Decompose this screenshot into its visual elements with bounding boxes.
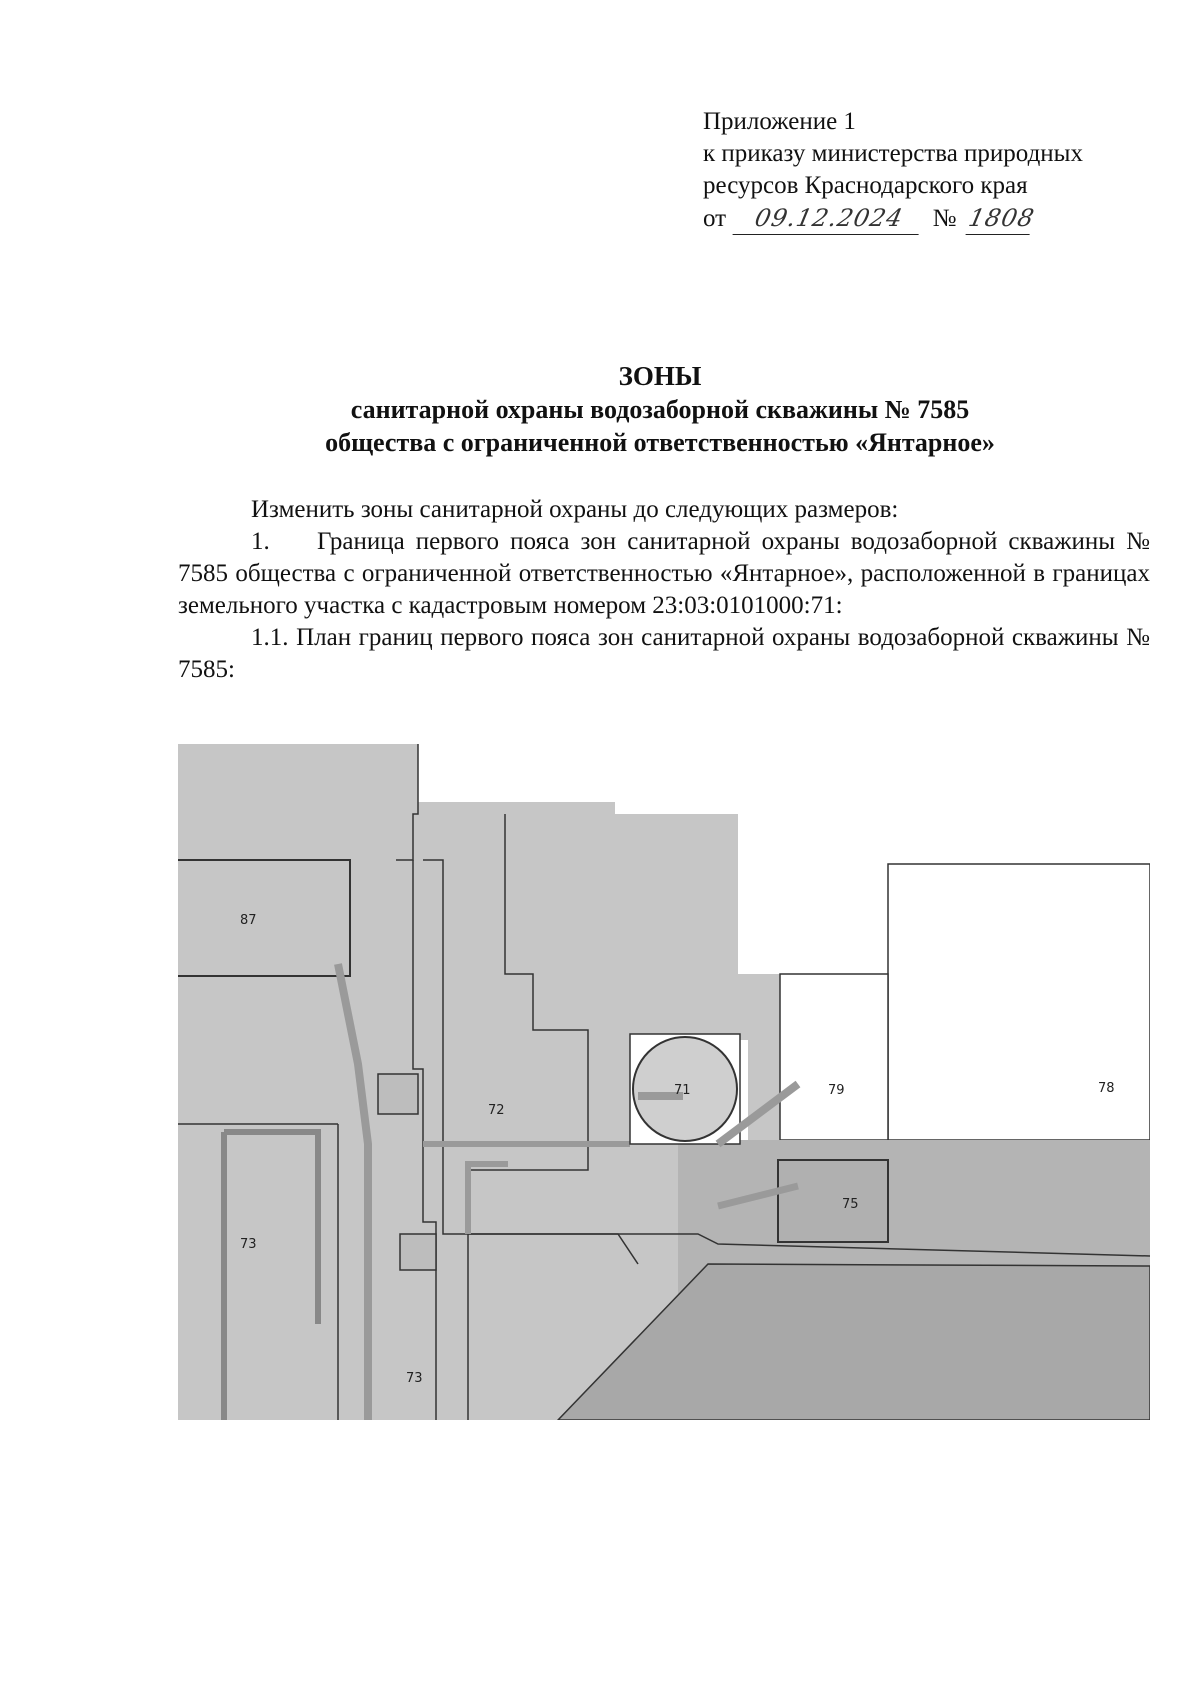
date-prefix: от — [703, 205, 727, 232]
appendix-date-line — [703, 202, 1083, 235]
label-73-left: 73 — [240, 1237, 257, 1252]
item-1-paragraph — [178, 526, 1150, 622]
title-subject: санитарной охраны водозаборной скважины № 7585 — [350, 395, 970, 424]
label-72: 72 — [488, 1103, 505, 1118]
structure-square-2 — [400, 1234, 436, 1270]
map-svg — [178, 744, 1150, 1420]
cadastral-map — [178, 744, 1150, 1420]
label-79: 79 — [828, 1083, 845, 1098]
number-prefix: № — [932, 205, 957, 232]
item-1-1-paragraph: 1.1. План границ первого пояса зон санитарной охраны водозаборной скважины № 7585: — [178, 624, 1150, 683]
title-zones: ЗОНЫ — [618, 361, 702, 391]
appendix-block — [703, 106, 1083, 235]
label-71: 71 — [674, 1083, 691, 1098]
document-title — [0, 360, 1200, 459]
handwritten-number: 1808 — [965, 202, 1036, 235]
label-87: 87 — [240, 913, 257, 928]
label-75: 75 — [842, 1197, 859, 1212]
parcel-79 — [780, 974, 888, 1140]
appendix-order-line: к приказу министерства природных — [703, 140, 1083, 167]
item-1-text: Граница первого пояса зон санитарной охраны водозаборной скважины № 7585 общества с ограниченной ответственностью «Янтарное», расположенной в границах земельного участка с кадастровым номером 23:03:0101000:71: — [178, 528, 1150, 619]
document-body — [178, 494, 1150, 686]
label-73-bottom: 73 — [406, 1371, 423, 1386]
appendix-ministry-line: ресурсов Краснодарского края — [703, 172, 1028, 199]
item-1-number: 1. — [251, 528, 270, 555]
parcel-78 — [888, 864, 1150, 1140]
intro-paragraph: Изменить зоны санитарной охраны до следующих размеров: — [251, 496, 899, 523]
parcel-75 — [778, 1160, 888, 1242]
handwritten-date: 09.12.2024 — [733, 202, 926, 235]
appendix-title: Приложение 1 — [703, 108, 856, 135]
structure-square-1 — [378, 1074, 418, 1114]
label-78: 78 — [1098, 1081, 1115, 1096]
title-company: общества с ограниченной ответственностью «Янтарное» — [325, 428, 995, 457]
